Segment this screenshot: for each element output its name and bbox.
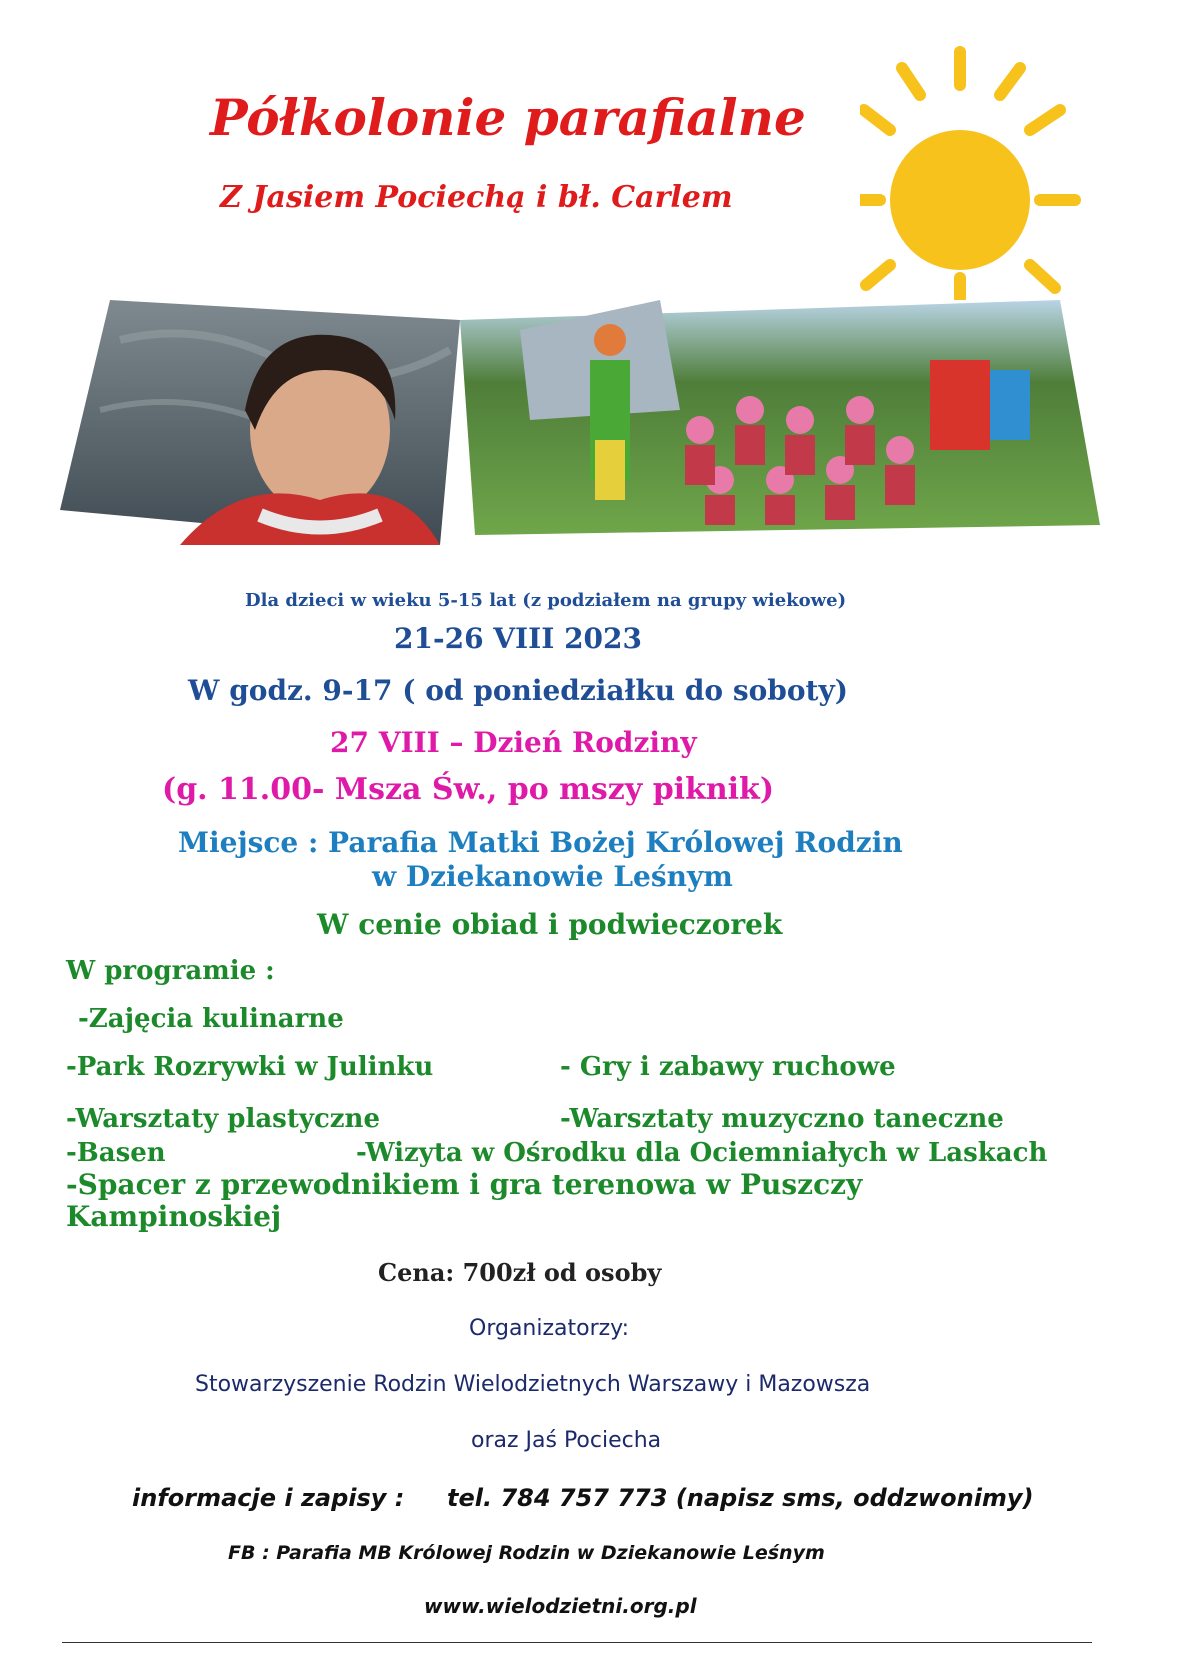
- program-item: -Park Rozrywki w Julinku: [66, 1052, 434, 1082]
- program-item: - Gry i zabawy ruchowe: [560, 1052, 896, 1082]
- portrait-photo: [60, 300, 460, 545]
- family-day: 27 VIII – Dzień Rodziny: [330, 726, 697, 759]
- camp-dates: 21-26 VIII 2023: [394, 622, 642, 655]
- bottom-divider: [62, 1642, 1092, 1643]
- page-title: Półkolonie parafialne: [210, 88, 806, 147]
- contact-phone: tel. 784 757 773 (napisz sms, oddzwonimy): [447, 1484, 1034, 1512]
- group-photo: [460, 300, 1100, 535]
- page-subtitle: Z Jasiem Pociechą i bł. Carlem: [220, 180, 733, 215]
- family-day-details: (g. 11.00- Msza Św., po mszy piknik): [162, 772, 775, 807]
- photo-collage: [60, 300, 1110, 570]
- age-info: Dla dzieci w wieku 5-15 lat (z podziałem na grupy wiekowe): [245, 590, 847, 611]
- organizer-2: oraz Jaś Pociecha: [471, 1428, 662, 1453]
- program-item: -Warsztaty muzyczno taneczne: [560, 1104, 1004, 1134]
- program-item: -Basen: [66, 1138, 166, 1168]
- website-link[interactable]: www.wielodzietni.org.pl: [424, 1594, 697, 1618]
- program-item: -Warsztaty plastyczne: [66, 1104, 380, 1134]
- camp-hours: W godz. 9-17 ( od poniedziałku do soboty): [188, 674, 848, 707]
- organizer-1: Stowarzyszenie Rodzin Wielodzietnych Warszawy i Mazowsza: [195, 1372, 871, 1397]
- organizers-heading: Organizatorzy:: [469, 1316, 630, 1341]
- program-item: -Spacer z przewodnikiem i gra terenowa w Puszczy: [66, 1168, 863, 1201]
- program-item: -Wizyta w Ośrodku dla Ociemniałych w Laskach: [356, 1138, 1048, 1168]
- sun-icon: [860, 40, 1190, 300]
- program-item: Kampinoskiej: [66, 1200, 282, 1233]
- contact-label: informacje i zapisy :: [132, 1484, 405, 1512]
- place-line-1: Miejsce : Parafia Matki Bożej Królowej Rodzin: [178, 826, 903, 859]
- program-item: -Zajęcia kulinarne: [78, 1004, 344, 1034]
- place-line-2: w Dziekanowie Leśnym: [372, 860, 733, 893]
- price: Cena: 700zł od osoby: [378, 1258, 662, 1287]
- program-heading: W programie :: [66, 956, 275, 986]
- facebook-info: FB : Parafia MB Królowej Rodzin w Dziekanowie Leśnym: [228, 1542, 825, 1564]
- meals-info: W cenie obiad i podwieczorek: [317, 908, 783, 941]
